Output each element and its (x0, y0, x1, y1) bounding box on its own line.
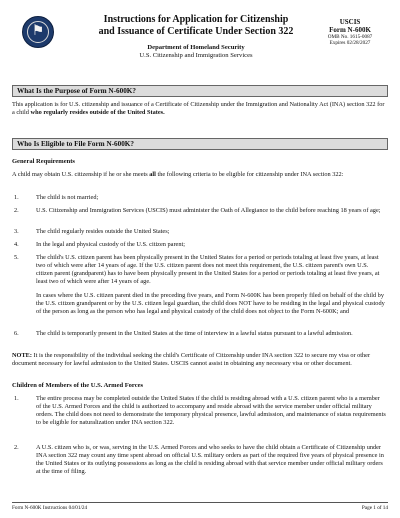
list-item-number: 2. (14, 207, 19, 214)
intro-text-b: the following criteria to be eligible for citizenship under INA section 322: (155, 171, 344, 178)
purpose-text-bold: who regularly resides outside of the United States. (30, 109, 165, 116)
intro-text-a: A child may obtain U.S. citizenship if he or she meets (12, 171, 150, 178)
list-item-continuation: In cases where the U.S. citizen parent died in the preceding five years, and Form N-600K has been properly filed on behalf of the child by the U.S. citizen grandparent or by the U.S. citizen legal guardian, the child does NOT have to be residing in the legal and physical custody of the person as long as the person who has legal and physical custody of the child does not object to the Form N-600K; and (36, 292, 385, 315)
footer-page-number: Page 1 of 14 (361, 505, 388, 511)
form-number: Form N-600K (329, 26, 371, 34)
expiration-date: Expires 02/28/2027 (329, 40, 371, 46)
purpose-paragraph (12, 101, 388, 117)
omb-number: OMB No. 1615-0087 (327, 34, 373, 40)
armed-forces-heading: Children of Members of the U.S. Armed Forces (12, 382, 144, 389)
eligibility-intro (12, 171, 388, 179)
dhs-seal-icon (22, 16, 54, 48)
list-item-number: 6. (14, 330, 19, 337)
list-item-number: 1. (14, 395, 19, 402)
intro-text-bold: all (149, 171, 156, 178)
list-item-number: 2. (14, 444, 19, 451)
list-item-number: 1. (14, 194, 19, 201)
title-line-2: and Issuance of Certificate Under Section 322 (98, 26, 294, 37)
list-item: The child is not married; (36, 194, 99, 201)
list-item: The child regularly resides outside the United States; (36, 228, 170, 235)
list-item: U.S. Citizenship and Immigration Services (USCIS) must administer the Oath of Allegiance to the child before reaching 18 years of age; (36, 207, 381, 214)
agency-name: Department of Homeland Security (147, 44, 245, 51)
general-requirements-heading: General Requirements (12, 158, 75, 165)
footer-divider (12, 502, 388, 503)
eligibility-section-heading: Who Is Eligible to File Form N-600K? (12, 138, 388, 150)
form-id-block (314, 18, 386, 46)
note-paragraph (12, 352, 388, 368)
footer-form-version: Form N-600K Instructions 04/01/24 (12, 505, 88, 511)
list-item: The child is temporarily present in the United States at the time of interview in a lawful status pursuant to a lawful admission. (36, 330, 353, 337)
note-label: NOTE: (12, 352, 32, 359)
title-line-1: Instructions for Application for Citizenship (103, 14, 289, 25)
form-agency: USCIS (339, 18, 361, 26)
document-title-block (90, 14, 302, 59)
list-item: In the legal and physical custody of the U.S. citizen parent; (36, 241, 185, 248)
note-text: It is the responsibility of the individual seeking the child's Certificate of Citizenship under INA section 322 to secure my visa or other document necessary for lawful admission to the United States. USCIS cannot assist in obtaining any necessary visa or other document. (12, 352, 371, 367)
purpose-section-heading: What Is the Purpose of Form N-600K? (12, 85, 388, 97)
list-item: The child's U.S. citizen parent has been physically present in the United States for a period or periods totaling at least five years, at least two of which were after 14 years of age. If the U.S. citizen parent does not meet this requirement, the U.S. citizen parent's own U.S. citizen parent (grandparent) has to have been physically present in the United States for a period or periods totaling at least five years, at least two of which were after 14 years of age. (36, 254, 380, 285)
list-item: A U.S. citizen who is, or was, serving in the U.S. Armed Forces and who seeks to have the child obtain a Certificate of Citizenship under INA section 322 may count any time spent abroad on official U.S. military orders as part of the required five years of physical presence in the United States or its outlying possessions as long as the child is residing abroad with that service member under official military orders at the time of filing. (36, 444, 384, 475)
subagency-name: U.S. Citizenship and Immigration Services (139, 52, 253, 59)
list-item-number: 4. (14, 241, 19, 248)
list-item-number: 3. (14, 228, 19, 235)
list-item-number: 5. (14, 254, 19, 261)
list-item: The entire process may be completed outside the United States if the child is residing abroad with a U.S. citizen parent who is a member of the U.S. Armed Forces and the child is authorized to accompany and reside abroad with the service member under official military orders. The child does not need to demonstrate the temporary physical presence, lawful admission, and maintenance of status requirements to be eligible for naturalization under INA section 322. (36, 395, 386, 426)
purpose-text: This application is for U.S. citizenship and issuance of a Certificate of Citizenship under the Immigration and Nationality Act (INA) section 322 for a child (12, 101, 385, 116)
